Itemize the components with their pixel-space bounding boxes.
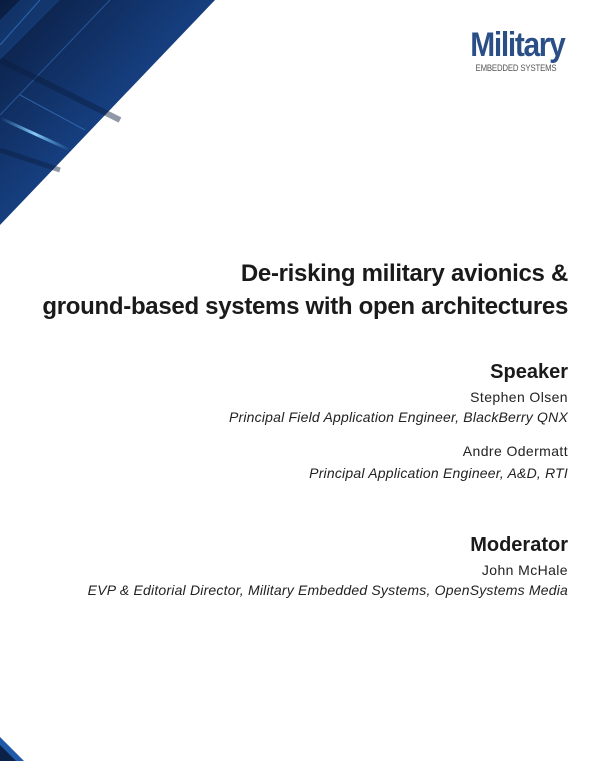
corner-graphic-bottom [0,731,30,761]
moderator-name: John McHale [481,562,568,578]
moderator-role: EVP & Editorial Director, Military Embedded Systems, OpenSystems Media [87,582,568,598]
speaker-name: Stephen Olsen [470,389,568,405]
page-title [8,257,568,323]
title-line-2: ground-based systems with open architectures [42,293,568,320]
speaker-heading: Speaker [490,361,568,383]
title-line-1: De-risking military avionics & [240,260,568,287]
moderator-heading: Moderator [470,534,568,556]
speaker-role: Principal Field Application Engineer, BlackBerry QNX [228,409,568,425]
corner-graphic [0,0,220,230]
speaker-name: Andre Odermatt [462,443,568,459]
military-embedded-systems-logo [464,28,568,74]
logo-tagline: EMBEDDED SYSTEMS [475,63,557,74]
speaker-role: Principal Application Engineer, A&D, RTI [309,465,568,481]
logo-wordmark: Military [470,26,565,64]
